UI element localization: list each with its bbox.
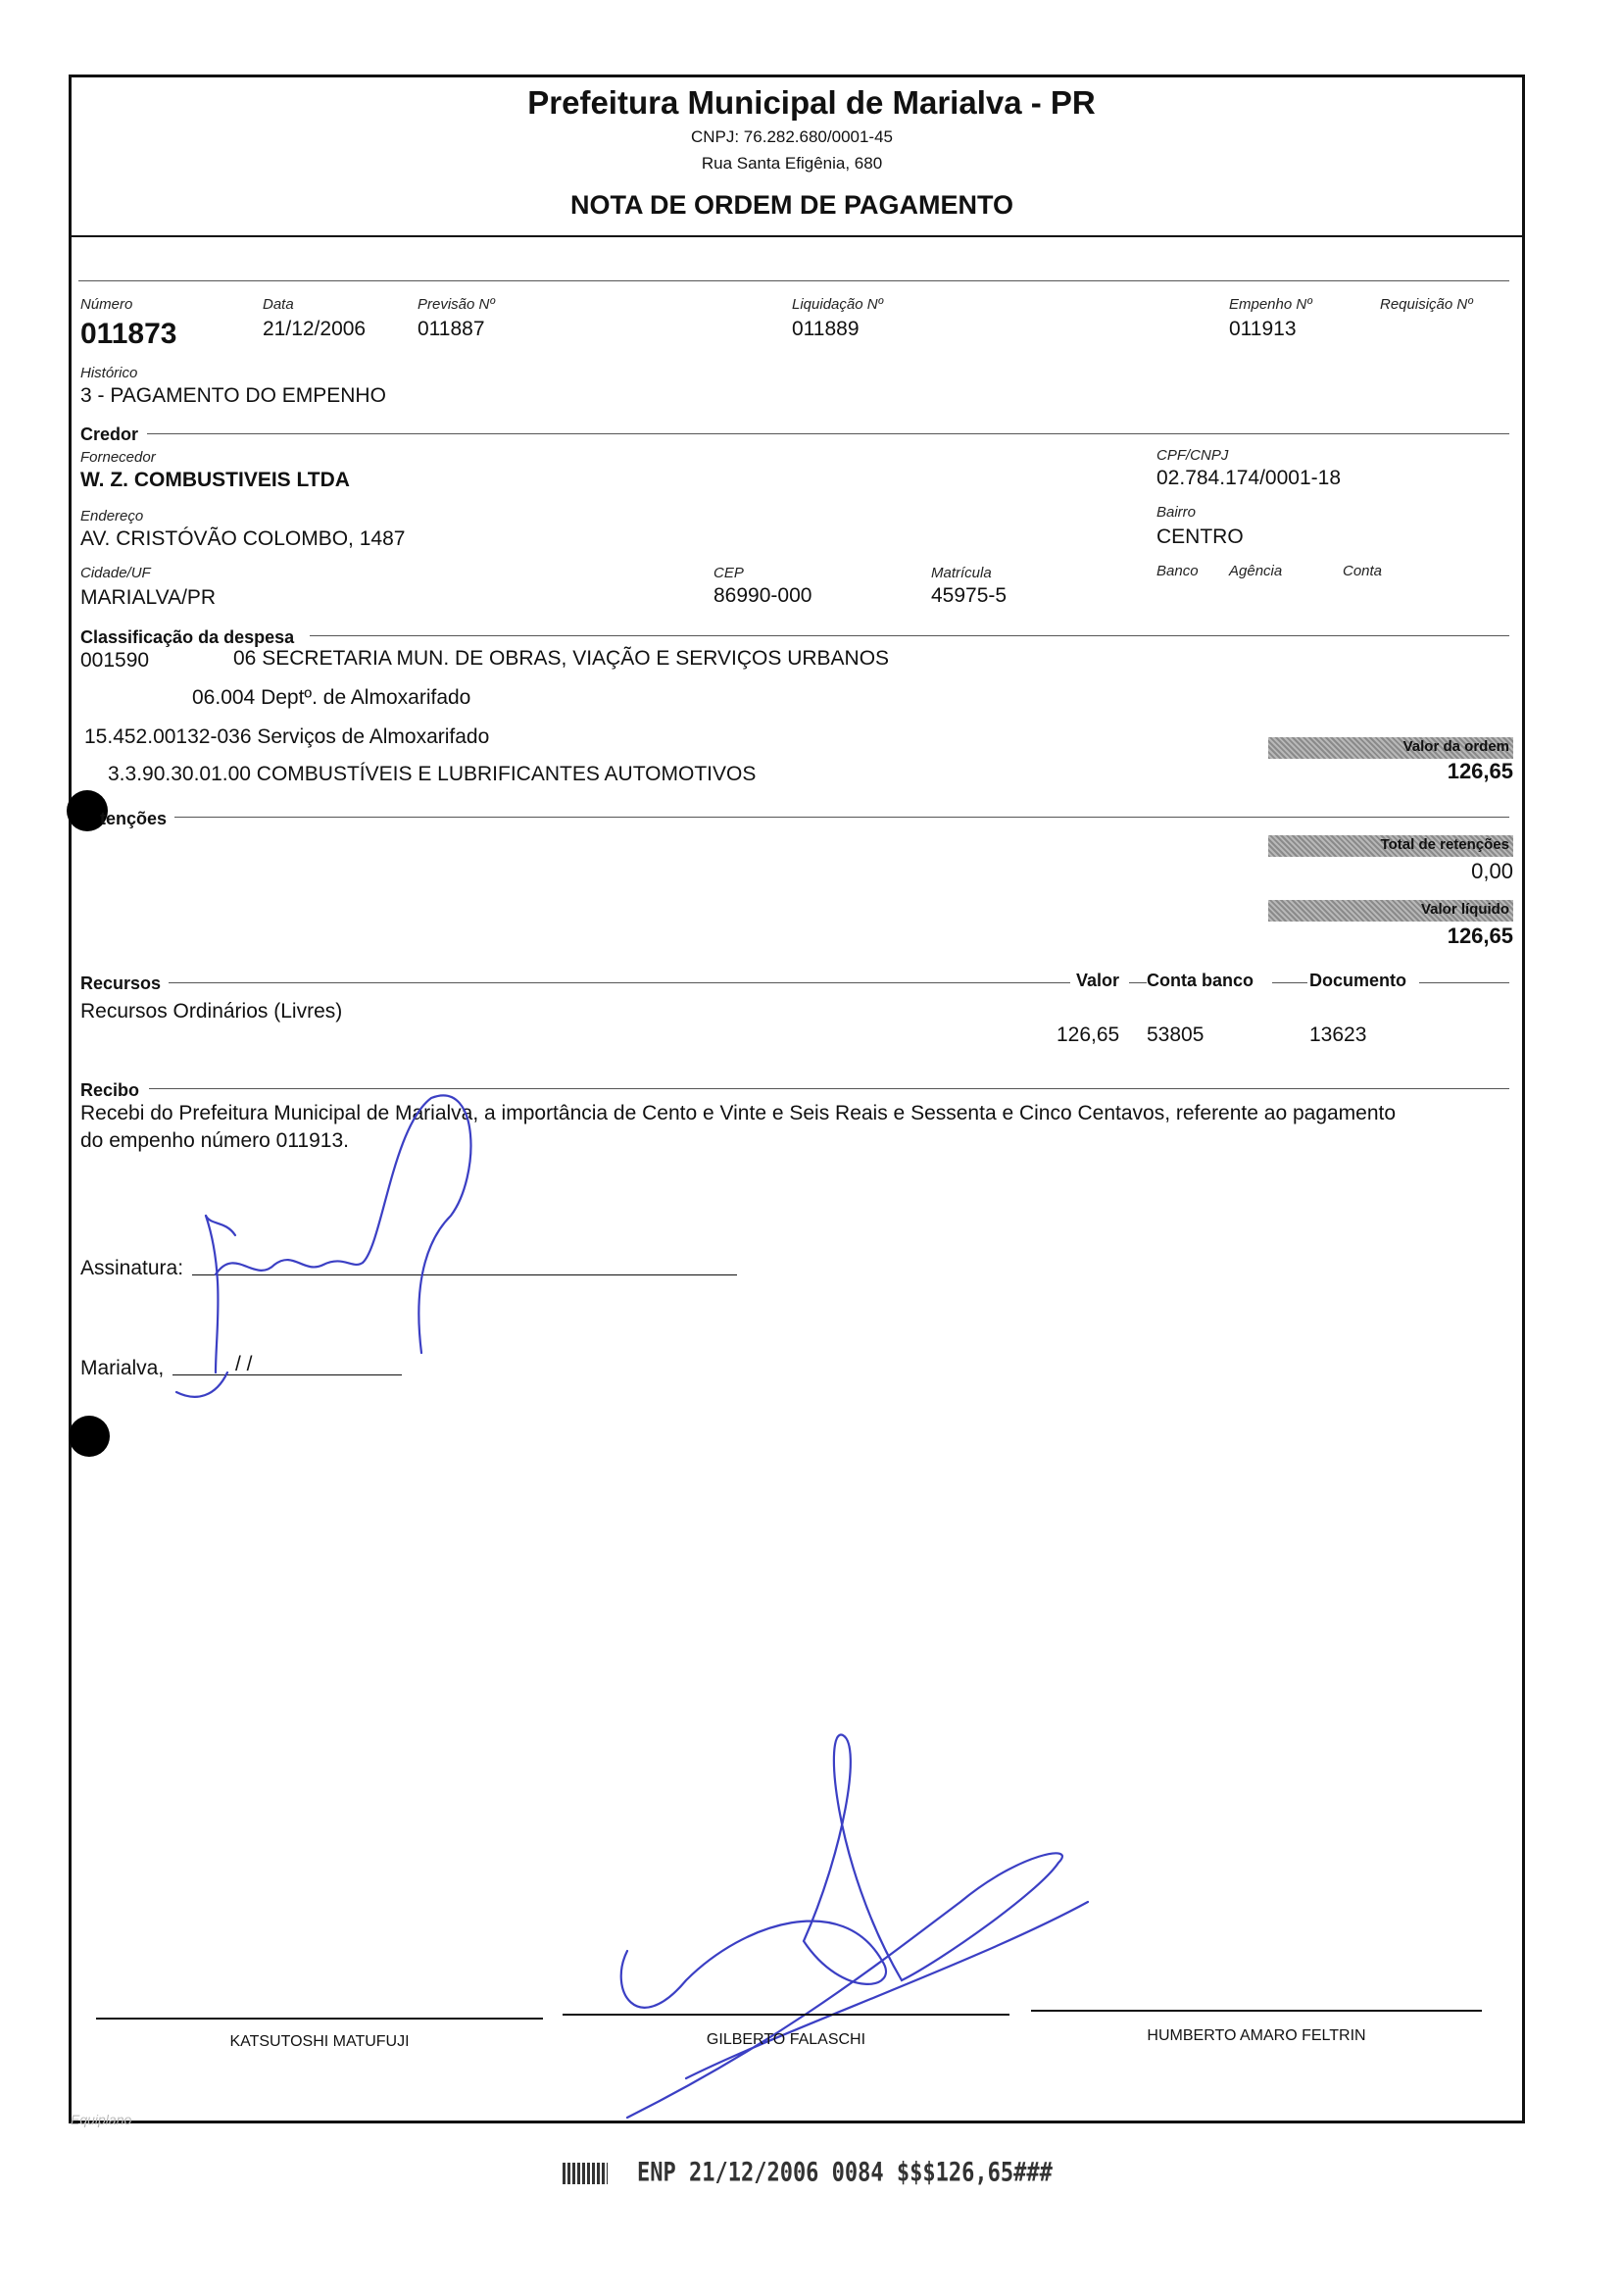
classificacao-unit: 06.004 Deptº. de Almoxarifado — [192, 686, 471, 709]
assinatura-label: Assinatura: — [80, 1257, 184, 1279]
classificacao-program: 15.452.00132-036 Serviços de Almoxarifado — [84, 725, 490, 748]
cidade-label: Cidade/UF — [80, 565, 151, 581]
fornecedor-label: Fornecedor — [80, 449, 156, 466]
empenho-value: 011913 — [1229, 318, 1297, 340]
recursos-descricao: Recursos Ordinários (Livres) — [80, 1000, 343, 1023]
credor-section: Credor — [80, 424, 139, 444]
historico-value: 3 - PAGAMENTO DO EMPENHO — [80, 384, 386, 407]
recibo-section: Recibo — [80, 1080, 140, 1100]
recursos-section: Recursos — [80, 973, 162, 993]
endereco-value: AV. CRISTÓVÃO COLOMBO, 1487 — [80, 527, 406, 550]
banco-label: Banco — [1156, 563, 1199, 579]
endereco-label: Endereço — [80, 508, 144, 524]
recibo-line-1: Recebi do Prefeitura Municipal de Marialva, a importância de Cento e Vinte e Seis Reais e Sessenta e Cinco Centavos, referente ao pagamento — [80, 1102, 1397, 1124]
numero-value: 011873 — [80, 318, 177, 350]
recursos-conta-label: Conta banco — [1147, 971, 1254, 990]
recursos-documento-label: Documento — [1309, 971, 1406, 990]
valor-ordem-label: Valor da ordem — [1402, 738, 1509, 755]
classificacao-org: 06 SECRETARIA MUN. DE OBRAS, VIAÇÃO E SERVIÇOS URBANOS — [233, 647, 890, 670]
signature-line-2 — [563, 2014, 1009, 2016]
previsao-label: Previsão Nº — [418, 296, 495, 313]
numero-label: Número — [80, 296, 133, 313]
recursos-valor: 126,65 — [1057, 1023, 1120, 1046]
recursos-documento: 13623 — [1309, 1023, 1367, 1046]
valor-liquido-value: 126,65 — [1447, 923, 1513, 948]
total-retencoes-label: Total de retenções — [1380, 836, 1509, 853]
address-text: Rua Santa Efigênia, 680 — [701, 154, 883, 173]
cep-value: 86990-000 — [713, 584, 812, 607]
municipality-title: Prefeitura Municipal de Marialva - PR — [527, 84, 1096, 121]
signatory-2: GILBERTO FALASCHI — [706, 2031, 866, 2048]
valor-ordem-value: 126,65 — [1447, 759, 1513, 783]
stamp-barcode — [563, 2163, 608, 2184]
cep-label: CEP — [713, 565, 744, 581]
conta-label: Conta — [1343, 563, 1383, 579]
liquidacao-label: Liquidação Nº — [792, 296, 884, 313]
requisicao-label: Requisição Nº — [1380, 296, 1473, 313]
recursos-valor-label: Valor — [1076, 971, 1120, 990]
liquidacao-value: 011889 — [792, 318, 860, 340]
agencia-label: Agência — [1229, 563, 1283, 579]
previsao-value: 011887 — [418, 318, 485, 340]
matricula-label: Matrícula — [931, 565, 992, 581]
signature-line-1 — [96, 2018, 543, 2020]
date-slashes: / / — [235, 1353, 253, 1375]
cpf-value: 02.784.174/0001-18 — [1156, 467, 1342, 489]
cnpj-text: CNPJ: 76.282.680/0001-45 — [690, 127, 894, 146]
empenho-label: Empenho Nº — [1229, 296, 1312, 313]
cidade-value: MARIALVA/PR — [80, 586, 217, 609]
signatory-1: KATSUTOSHI MATUFUJI — [229, 2033, 410, 2050]
data-label: Data — [263, 296, 294, 313]
fornecedor-value: W. Z. COMBUSTIVEIS LTDA — [80, 469, 350, 491]
signatory-3: HUMBERTO AMARO FELTRIN — [1147, 2027, 1366, 2044]
valor-liquido-label: Valor líquido — [1420, 901, 1509, 918]
local-label: Marialva, — [80, 1357, 165, 1379]
cpf-label: CPF/CNPJ — [1156, 447, 1229, 464]
signature-line-3 — [1031, 2010, 1482, 2012]
bairro-value: CENTRO — [1156, 525, 1244, 548]
retencoes-section: tenções — [100, 809, 168, 828]
equiplano-watermark: Equiplano — [71, 2112, 132, 2127]
data-value: 21/12/2006 — [263, 318, 367, 340]
recursos-conta: 53805 — [1147, 1023, 1205, 1046]
bank-stamp: ENP 21/12/2006 0084 $$$126,65### — [637, 2158, 1053, 2188]
historico-label: Histórico — [80, 365, 138, 381]
total-retencoes-value: 0,00 — [1471, 859, 1513, 883]
document-title: NOTA DE ORDEM DE PAGAMENTO — [569, 190, 1013, 220]
matricula-value: 45975-5 — [931, 584, 1008, 607]
bairro-label: Bairro — [1156, 504, 1197, 521]
classificacao-element: 3.3.90.30.01.00 COMBUSTÍVEIS E LUBRIFICANTES AUTOMOTIVOS — [108, 763, 757, 785]
recibo-line-2: do empenho número 011913. — [80, 1129, 349, 1152]
classificacao-section: Classificação da despesa — [80, 627, 295, 647]
classificacao-code: 001590 — [80, 649, 150, 672]
